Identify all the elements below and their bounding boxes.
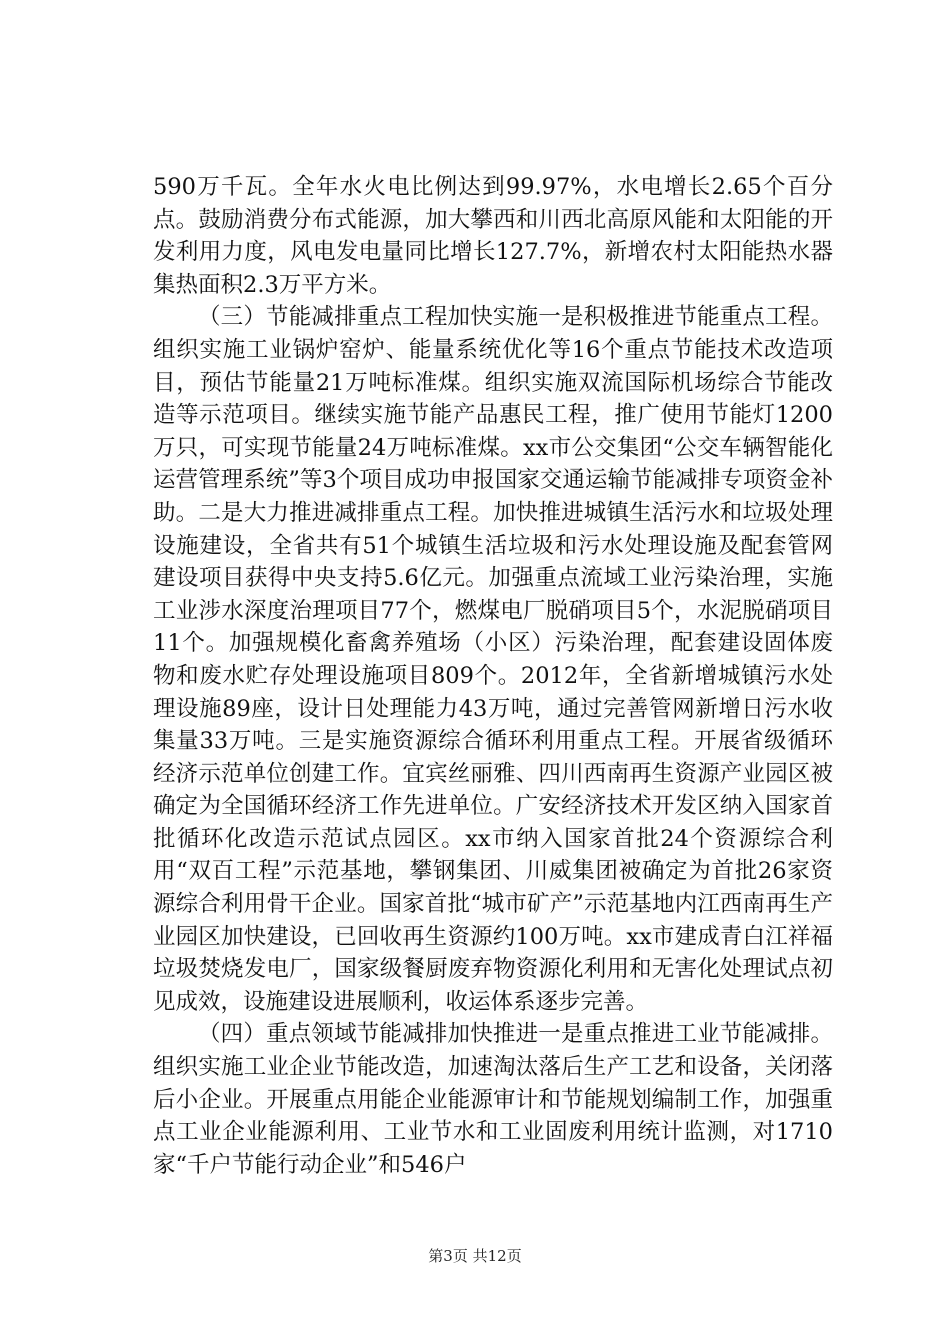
paragraph-1: 590万千瓦。全年水火电比例达到99.97%，水电增长2.65个百分点。鼓励消费分布式能源，加大攀西和川西北高原风能和太阳能的开发利用力度，风电发电量同比增长127.7%，新增农村太阳能热水器集热面积2.3万平方米。	[153, 174, 833, 298]
paragraph-2: （三）节能减排重点工程加快实施一是积极推进节能重点工程。组织实施工业锅炉窑炉、能量系统优化等16个重点节能技术改造项目，预估节能量21万吨标准煤。组织实施双流国际机场综合节能改造等示范项目。继续实施节能产品惠民工程，推广使用节能灯1200万只，可实现节能量24万吨标准煤。xx市公交集团“公交车辆智能化运营管理系统”等3个项目成功申报国家交通运输节能减排专项资金补助。二是大力推进减排重点工程。加快推进城镇生活污水和垃圾处理设施建设，全省共有51个城镇生活垃圾和污水处理设施及配套管网建设项目获得中央支持5.6亿元。加强重点流域工业污染治理，实施工业涉水深度治理项目77个，燃煤电厂脱硝项目5个，水泥脱硝项目11个。加强规模化畜禽养殖场（小区）污染治理，配套建设固体废物和废水贮存处理设施项目809个。2012年，全省新增城镇污水处理设施89座，设计日处理能力43万吨，通过完善管网新增日污水收集量33万吨。三是实施资源综合循环利用重点工程。开展省级循环经济示范单位创建工作。宜宾丝丽雅、四川西南再生资源产业园区被确定为全国循环经济工作先进单位。广安经济技术开发区纳入国家首批循环化改造示范试点园区。xx市纳入国家首批24个资源综合利用“双百工程”示范基地，攀钢集团、川威集团被确定为首批26家资源综合利用骨干企业。国家首批“城市矿产”示范基地内江西南再生产业园区加快建设，已回收再生资源约100万吨。xx市建成青白江祥福垃圾焚烧发电厂，国家级餐厨废弃物资源化利用和无害化处理试点初见成效，设施建设进展顺利，收运体系逐步完善。	[153, 304, 833, 1015]
paragraph-3: （四）重点领域节能减排加快推进一是重点推进工业节能减排。组织实施工业企业节能改造，加速淘汰落后生产工艺和设备，关闭落后小企业。开展重点用能企业能源审计和节能规划编制工作，加强重点工业企业能源利用、工业节水和工业固废利用统计监测，对1710家“千户节能行动企业”和546户	[153, 1021, 833, 1178]
body-text	[153, 171, 833, 1181]
page-footer: 第3页 共12页	[428, 1247, 522, 1265]
